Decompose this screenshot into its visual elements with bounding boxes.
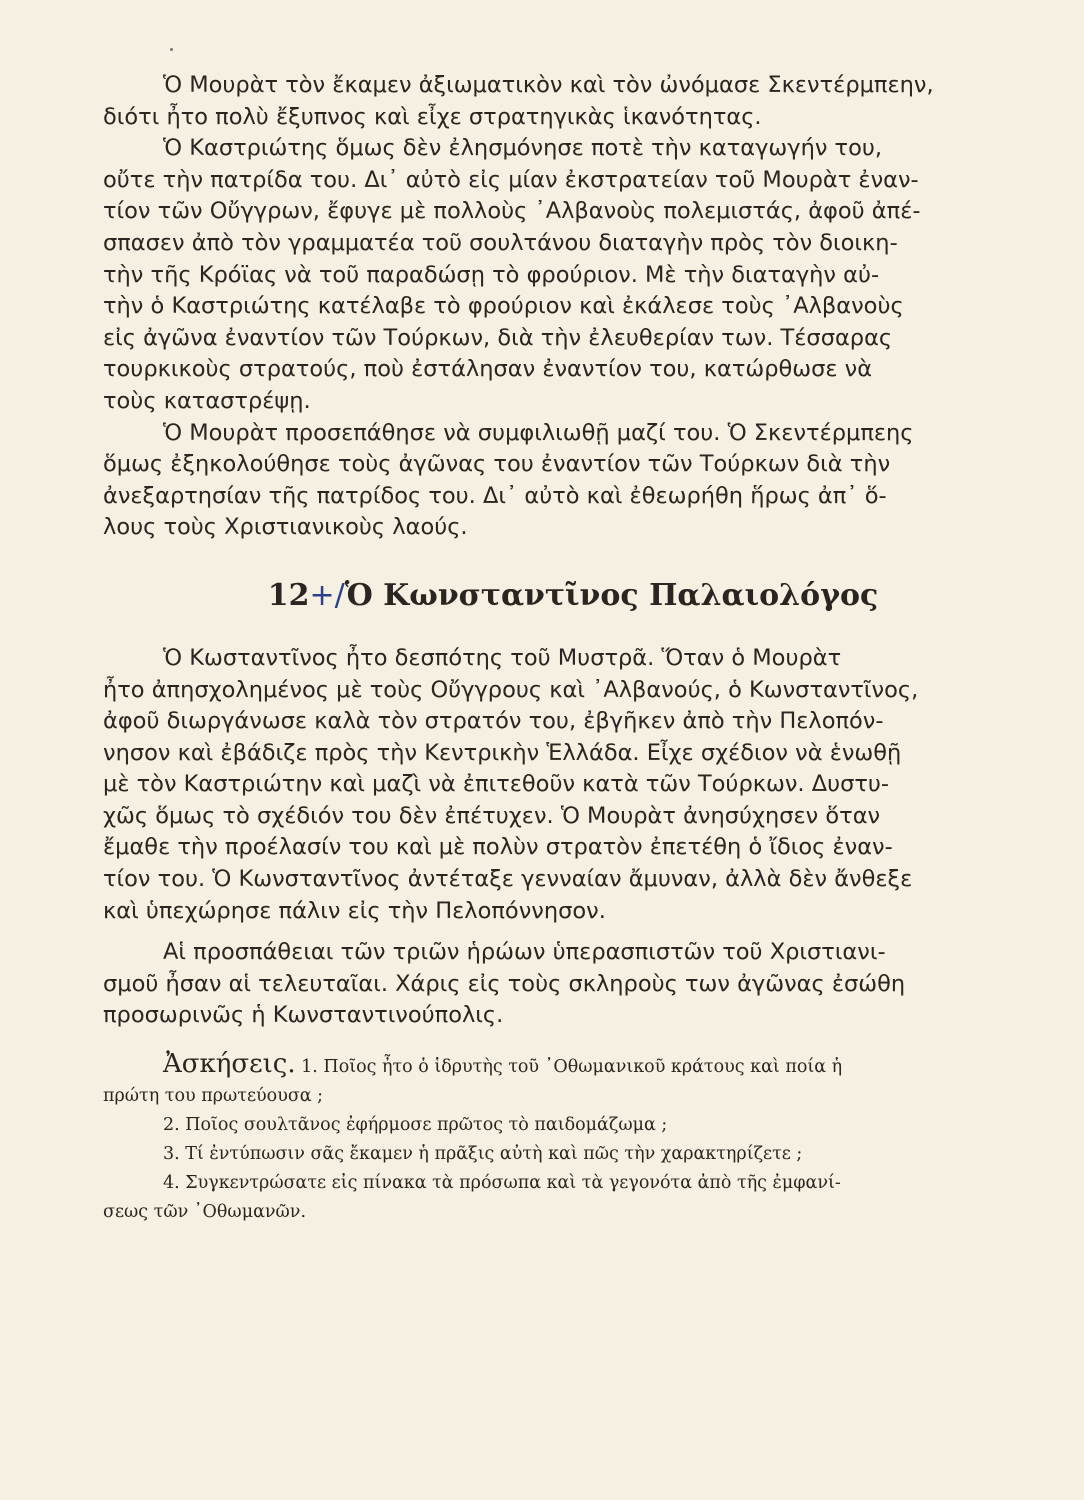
text-line: Ὁ Καστριώτης ὅμως δὲν ἐλησμόνησε ποτὲ τὴν καταγωγήν του, (163, 135, 883, 162)
text-line: ἀφοῦ διωργάνωσε καλὰ τὸν στρατόν του, ἐβγῆκεν ἀπὸ τὴν Πελοπόν- (103, 708, 884, 735)
text-line: τὴν τῆς Κρόϊας νὰ τοῦ παραδώσῃ τὸ φρούριον. Μὲ τὴν διαταγὴν αὐ- (103, 261, 880, 288)
pen-mark: +/ (309, 577, 345, 613)
exercise-4-cont: σεως τῶν ᾿Οθωμανῶν. (103, 1202, 307, 1223)
page-body (103, 70, 1043, 1227)
exercise-4: 4. Συγκεντρώσατε εἰς πίνακα τὰ πρόσωπα καὶ τὰ γεγονότα ἀπὸ τῆς ἐμφανί- (163, 1173, 841, 1194)
text-line: Ὁ Μουρὰτ τὸν ἔκαμεν ἀξιωματικὸν καὶ τὸν ὠνόμασε Σκεντέρμπεην, (163, 72, 934, 98)
speck (170, 48, 173, 51)
text-line: τὴν ὁ Καστριώτης κατέλαβε τὸ φρούριον καὶ ἐκάλεσε τοὺς ᾿Αλβανοὺς (103, 293, 904, 320)
text-line: καὶ ὑπεχώρησε πάλιν εἰς τὴν Πελοπόννησον. (103, 897, 606, 924)
text-line: χῶς ὅμως τὸ σχέδιόν του δὲν ἐπέτυχεν. Ὁ Μουρὰτ ἀνησύχησεν ὅταν (103, 802, 881, 829)
exercise-2: 2. Ποῖος σουλτᾶνος ἐφήρμοσε πρῶτος τὸ παιδομάζωμα ; (163, 1115, 668, 1136)
text-line: μὲ τὸν Καστριώτην καὶ μαζὶ νὰ ἐπιτεθοῦν κατὰ τῶν Τούρκων. Δυστυ- (103, 771, 890, 798)
paragraph-5 (103, 937, 1043, 1032)
text-line: λους τοὺς Χριστιανικοὺς λαούς. (103, 514, 468, 541)
text-line: Ὁ Μουρὰτ προσεπάθησε νὰ συμφιλιωθῇ μαζί του. Ὁ Σκεντέρμπεης (163, 419, 914, 446)
text-line: τίον τῶν Οὔγγρων, ἔφυγε μὲ πολλοὺς ᾿Αλβανοὺς πολεμιστάς, ἀφοῦ ἀπέ- (103, 198, 921, 225)
text-line: σπασεν ἀπὸ τὸν γραμματέα τοῦ σουλτάνου διαταγὴν πρὸς τὸν διοικη- (103, 229, 898, 256)
text-line: τοὺς καταστρέψῃ. (103, 387, 311, 414)
paragraph-4 (103, 643, 1043, 927)
exercises (103, 1050, 1043, 1227)
text-line: προσωρινῶς ἡ Κωνσταντινούπολις. (103, 1002, 504, 1029)
text-line: εἰς ἀγῶνα ἐναντίον τῶν Τούρκων, διὰ τὴν ἐλευθερίαν των. Τέσσαρας (103, 324, 893, 351)
text-line: τουρκικοὺς στρατούς, ποὺ ἐστάλησαν ἐναντίον του, κατώρθωσε νὰ (103, 356, 873, 383)
section-title: Ὁ Κωνσταντῖνος Παλαιολόγος (344, 577, 879, 613)
text-line: ἦτο ἀπησχολημένος μὲ τοὺς Οὔγγρους καὶ ᾿Αλβανούς, ὁ Κωνσταντῖνος, (103, 676, 919, 703)
text-line: τίον του. Ὁ Κωνσταντῖνος ἀντέταξε γενναίαν ἄμυναν, ἀλλὰ δὲν ἄνθεξε (103, 866, 913, 893)
text-line: Αἱ προσπάθειαι τῶν τριῶν ἡρώων ὑπερασπιστῶν τοῦ Χριστιανι- (163, 939, 886, 966)
exercise-1-cont: πρώτη του πρωτεύουσα ; (103, 1086, 324, 1107)
exercise-1 (103, 1050, 1043, 1082)
text-line: οὔτε τὴν πατρίδα του. Δι᾿ αὐτὸ εἰς μίαν ἐκστρατείαν τοῦ Μουρὰτ ἐναν- (103, 166, 919, 193)
exercise-text: 1. Ποῖος ἦτο ὁ ἱδρυτὴς τοῦ ᾿Οθωμανικοῦ κράτους καὶ ποία ἡ (301, 1057, 843, 1078)
exercises-title: Ἀσκήσεις. (163, 1049, 296, 1080)
text-line: ἔμαθε τὴν προέλασίν του καὶ μὲ πολὺν στρατὸν ἐπετέθη ὁ ἴδιος ἐναν- (103, 834, 893, 861)
text-line: ἀνεξαρτησίαν τῆς πατρίδος του. Δι᾿ αὐτὸ καὶ ἐθεωρήθη ἥρως ἀπ᾿ ὅ- (103, 482, 887, 509)
text-line: νησον καὶ ἐβάδιζε πρὸς τὴν Κεντρικὴν Ἑλλάδα. Εἶχε σχέδιον νὰ ἑνωθῇ (103, 739, 902, 766)
paragraph-2 (103, 133, 1043, 417)
section-heading (103, 578, 1043, 613)
text-line: ὅμως ἐξηκολούθησε τοὺς ἀγῶνας του ἐναντίον τῶν Τούρκων διὰ τὴν (103, 451, 891, 478)
paragraph-3 (103, 418, 1043, 544)
text-line: διότι ἦτο πολὺ ἔξυπνος καὶ εἶχε στρατηγικὰς ἱκανότητας. (103, 103, 762, 130)
text-line: σμοῦ ἦσαν αἱ τελευταῖαι. Χάρις εἰς τοὺς σκληροὺς των ἀγῶνας ἐσώθη (103, 970, 906, 997)
paragraph-1 (103, 70, 1043, 133)
text-line: Ὁ Κωσταντῖνος ἦτο δεσπότης τοῦ Μυστρᾶ. Ὅταν ὁ Μουρὰτ (163, 644, 842, 671)
section-number: 12 (267, 577, 310, 613)
exercise-3: 3. Τί ἐντύπωσιν σᾶς ἔκαμεν ἡ πρᾶξις αὐτὴ καὶ πῶς τὴν χαρακτηρίζετε ; (163, 1144, 803, 1165)
